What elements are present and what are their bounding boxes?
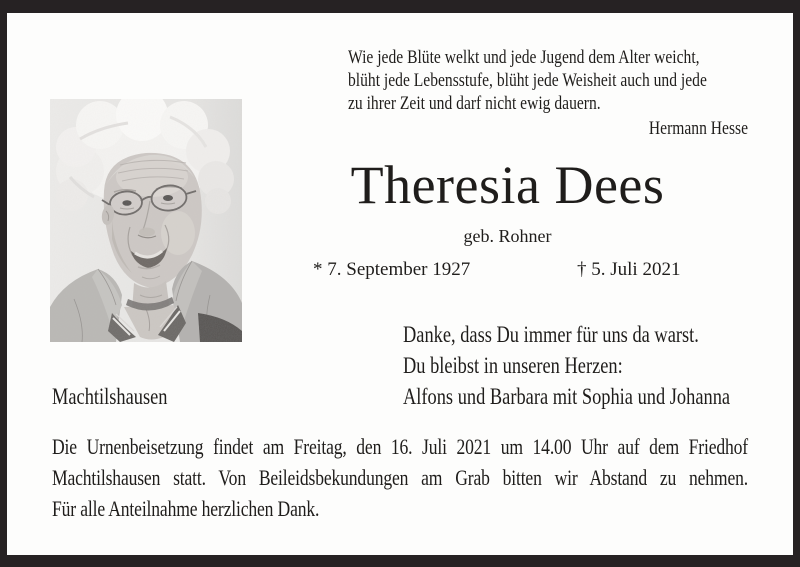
deceased-name: Theresia Dees: [350, 155, 665, 215]
announcement-line: Machtilshausen statt. Von Beileidsbekundungen am Grab bitten wir Abstand zu nehmen.: [52, 465, 748, 490]
quote-block: [348, 46, 748, 140]
farewell-line-1: Danke, dass Du immer für uns da warst.: [403, 322, 699, 347]
quote-line: blüht jede Lebensstufe, blüht jede Weisheit auch und jede: [348, 70, 707, 91]
burial-announcement: [52, 431, 752, 527]
family-signature: Alfons und Barbara mit Sophia und Johanna: [403, 384, 731, 409]
portrait-photo: [50, 99, 242, 342]
quote-line: Wie jede Blüte welkt und jede Jugend dem Alter weicht,: [348, 47, 700, 68]
farewell-line-2: Du bleibst in unseren Herzen:: [403, 353, 623, 378]
portrait-photo-image: [50, 99, 242, 342]
maiden-name: geb. Rohner: [463, 226, 552, 246]
announcement-line: Für alle Anteilnahme herzlichen Dank.: [52, 496, 320, 521]
announcement-line: Die Urnenbeisetzung findet am Freitag, den 16. Juli 2021 um 14.00 Uhr auf dem Friedhof: [52, 434, 748, 459]
place-name: Machtilshausen: [52, 384, 168, 409]
quote-attribution: Hermann Hesse: [648, 118, 748, 139]
quote-line: zu ihrer Zeit und darf nicht ewig dauern.: [348, 93, 601, 114]
death-date: † 5. Juli 2021: [577, 259, 681, 280]
birth-date: * 7. September 1927: [313, 259, 471, 280]
notice-content: [7, 13, 793, 555]
